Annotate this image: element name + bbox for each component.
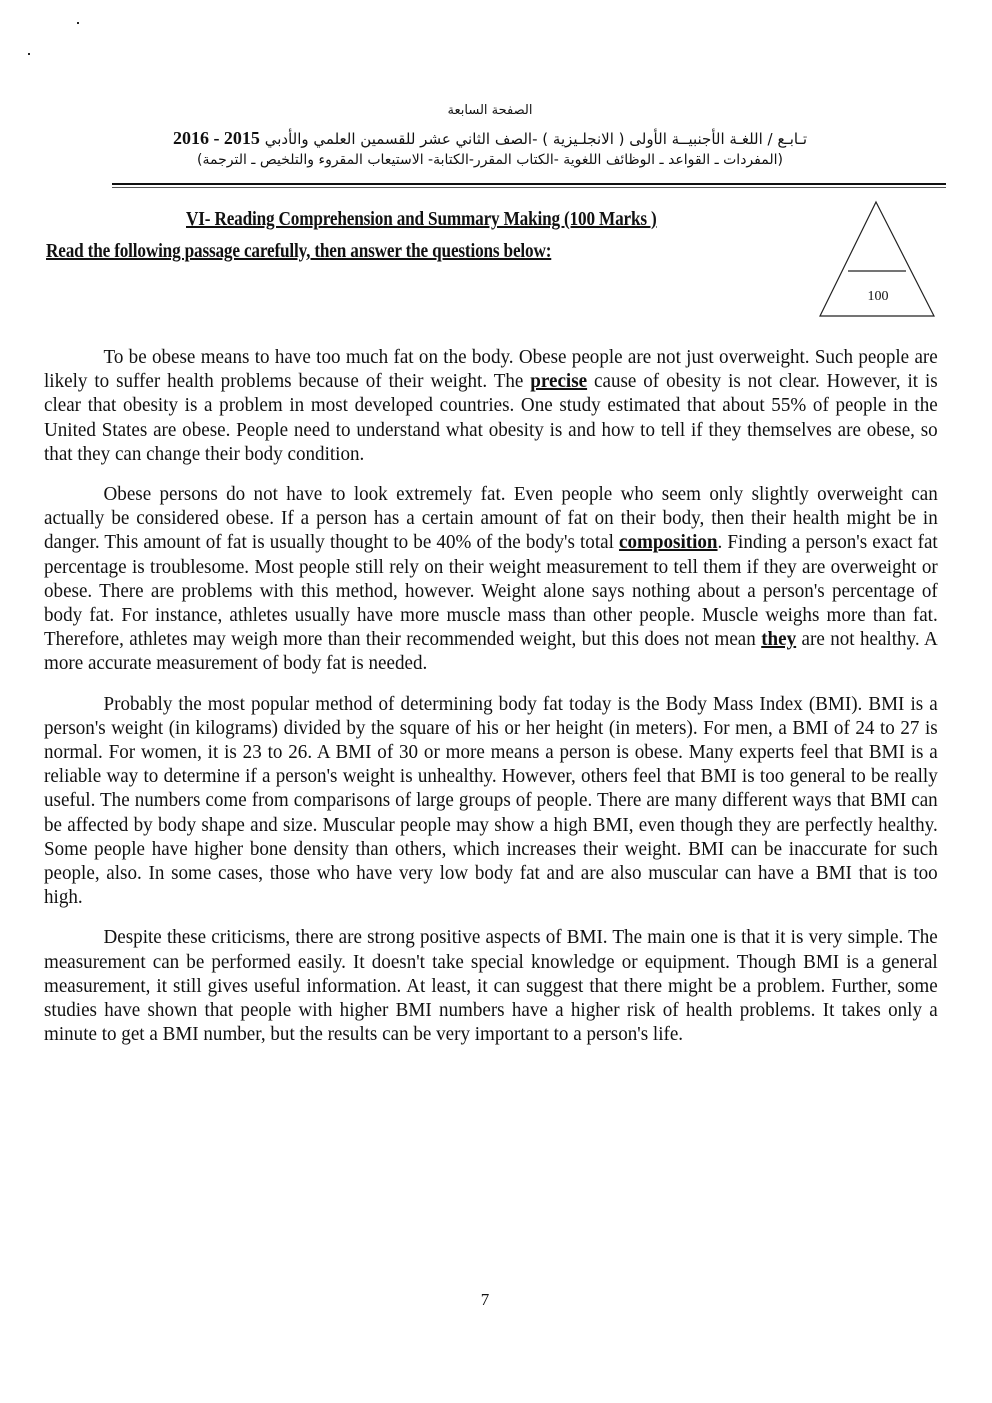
- paragraph-text: . Finding a person's exact fat percentage is troublesome. Most people still rely on their weight measurement to tell them if they are overweight or obese. There are problems with this method, however. Weight alone says nothing about a person's percentage of body fat. For instance, athletes usually have more muscle mass than other people. Muscle weighs more than fat. Therefore, athletes may weigh more than their recommended weight, but this does not mean: [44, 531, 938, 651]
- scan-speck: [28, 53, 30, 55]
- paragraph-text: To be obese means to have too much fat on the body. Obese people are not just overweight. Such people are likely to suffer health problems because of their weight. The: [44, 346, 938, 393]
- passage-paragraph-4: [44, 925, 938, 1046]
- keyword-they: they: [761, 628, 797, 651]
- passage-paragraph-3: [44, 692, 938, 910]
- paragraph-text: cause of obesity is not clear. However, it is clear that obesity is a problem in most developed countries. One study estimated that about 55% of people in the United States are obese. People need to understand what obesity is and how to tell if they themselves are obese, so that they can change their body condition.: [44, 370, 938, 465]
- arabic-exam-subject: تـابـع / اللغـة الأجنبيــة الأولى ( الانجلـيزية ) -الصف الثاني عشر للقسمين العلمي والأدبي: [264, 130, 808, 148]
- arabic-exam-header: [100, 128, 880, 149]
- reading-passage: [44, 345, 938, 1062]
- passage-paragraph-1: [44, 345, 938, 466]
- header-divider-thin: [112, 187, 946, 188]
- arabic-page-label: الصفحة السابعة: [447, 103, 533, 118]
- academic-years: 2016 - 2015: [172, 128, 260, 148]
- paragraph-text: Probably the most popular method of determining body fat today is the Body Mass Index (BMI). BMI is a person's weight (in kilograms) divided by the square of his or her height (in meters). For men, a BMI of 24 to 27 is normal. For women, it is 23 to 26. A BMI of 30 or more means a person is obese. Many experts feel that BMI is a reliable way to determine if a person's weight is unhealthy. However, others feel that BMI is too general to be really useful. The numbers come from comparisons of large groups of people. There are many different ways that BMI can be affected by body shape and size. Muscular people may show a high BMI, even though they are perfectly healthy. Some people have higher bone density than others, which increases their weight. BMI can be inaccurate for such people, also. In some cases, those who have very low body fat and are also muscular can have a BMI that is too high.: [44, 692, 938, 909]
- paragraph-text: are not healthy. A more accurate measurement of body fat is needed.: [44, 628, 938, 675]
- scan-speck: [77, 22, 79, 24]
- section-instruction: Read the following passage carefully, then answer the questions below:: [46, 240, 552, 262]
- paragraph-text: Despite these criticisms, there are strong positive aspects of BMI. The main one is that it is very simple. The measurement can be performed easily. It doesn't take special knowledge or equipment. Though BMI is a general measurement, it still gives useful information. At least, it can suggest that there might be a problem. Further, some studies have shown that people with higher BMI numbers have a higher risk of health problems. It takes only a minute to get a BMI number, but the results can be very important to a person's life.: [44, 926, 938, 1046]
- keyword-precise: precise: [530, 370, 588, 393]
- arabic-exam-sections: (المفردات ـ القواعد ـ الوظائف اللغوية -الكتاب المقرر-الكتابة- الاستيعاب المقروء والتلخيص ـ الترجمة): [197, 152, 783, 168]
- section-title: VI- Reading Comprehension and Summary Making (100 Marks ): [186, 208, 657, 230]
- keyword-composition: composition: [619, 531, 718, 554]
- marks-value: 100: [867, 289, 889, 304]
- passage-paragraph-2: [44, 482, 938, 676]
- page-number: 7: [480, 1290, 490, 1309]
- paragraph-text: Obese persons do not have to look extremely fat. Even people who seem only slightly overweight can actually be considered obese. If a person has a certain amount of fat on their body, then their health might be in danger. This amount of fat is usually thought to be 40% of the body's total: [44, 483, 938, 554]
- header-divider: [112, 183, 946, 185]
